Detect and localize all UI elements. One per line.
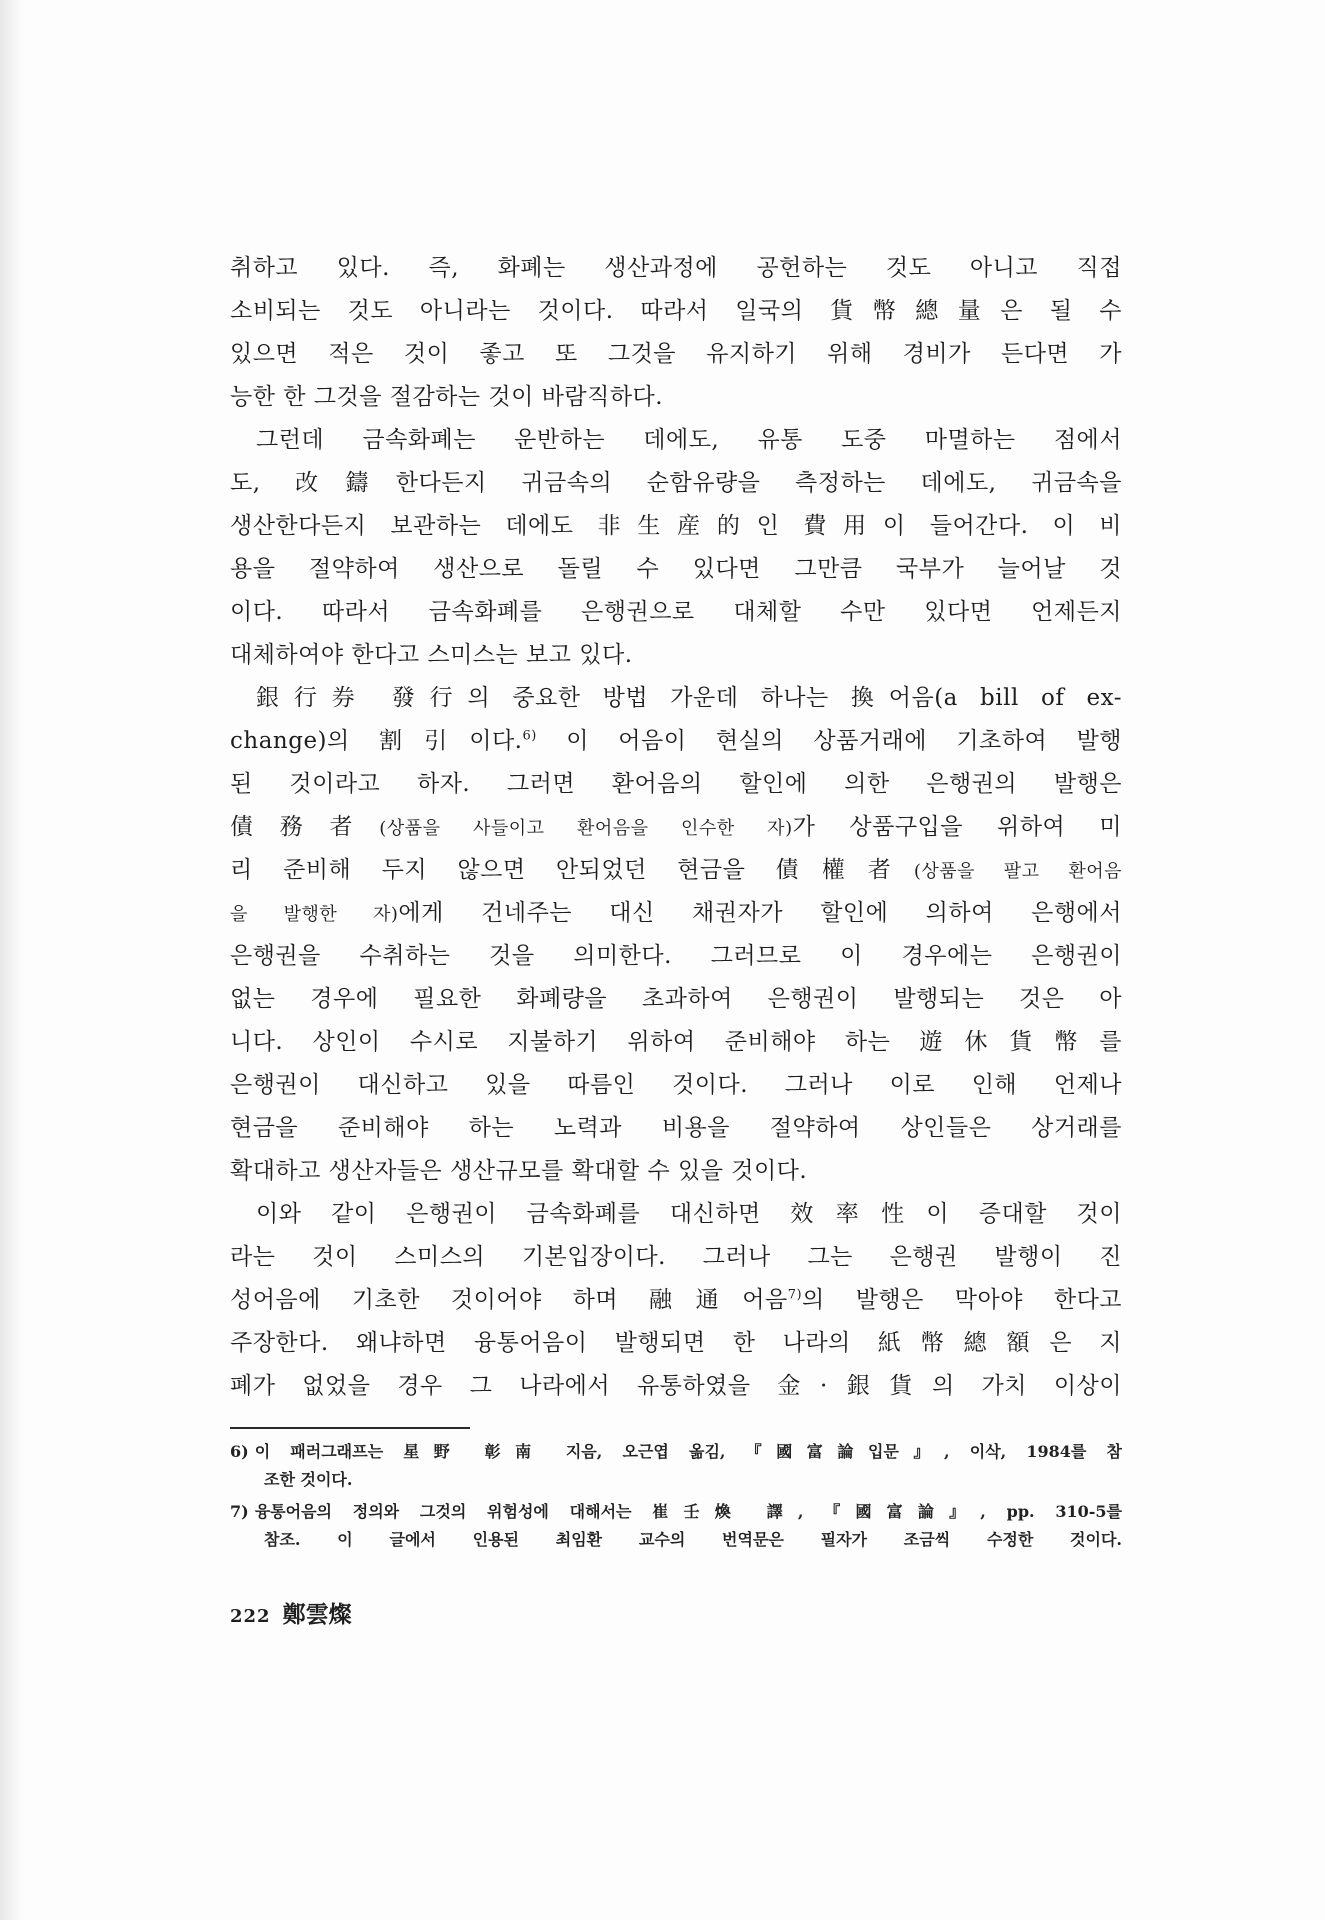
line-segment: change)의 割引이다. bbox=[230, 728, 523, 754]
body-line: 소비되는 것도 아니라는 것이다. 따라서 일국의 貨幣總量은 될 수 bbox=[230, 298, 1122, 324]
footnote-text: 융통어음의 정의와 그것의 위험성에 대해서는 崔壬煥 譯, 『國富論』, pp. 310-5를 bbox=[254, 1502, 1122, 1521]
body-line: 용을 절약하여 생산으로 돌릴 수 있다면 그만큼 국부가 늘어날 것 bbox=[230, 556, 1122, 582]
line-segment: 리 준비해 두지 않으면 안되었던 현금을 債權者 bbox=[230, 857, 914, 883]
footnote-line bbox=[230, 1498, 1122, 1526]
paragraph bbox=[230, 247, 1122, 419]
body-line: 현금을 준비해야 하는 노력과 비용을 절약하여 상인들은 상거래를 bbox=[230, 1115, 1122, 1141]
body-line bbox=[230, 849, 1122, 892]
body-line: 銀行券 發行의 중요한 방법 가운데 하나는 換어음(a bill of ex- bbox=[256, 685, 1122, 711]
body-line: 대체하여야 한다고 스미스는 보고 있다. bbox=[230, 642, 633, 668]
footnote-ref-6: 6) bbox=[522, 728, 537, 744]
line-segment: 이 어음이 현실의 상품거래에 기초하여 발행 bbox=[536, 728, 1122, 754]
footnotes bbox=[230, 1438, 1122, 1554]
line-segment: 가 상품구입을 위하여 미 bbox=[792, 814, 1122, 840]
body-line bbox=[230, 1279, 1122, 1322]
body-line: 은행권이 대신하고 있을 따름인 것이다. 그러나 이로 인해 언제나 bbox=[230, 1072, 1122, 1098]
body-line: 주장한다. 왜냐하면 융통어음이 발행되면 한 나라의 紙幣總額은 지 bbox=[230, 1330, 1122, 1356]
body-line: 없는 경우에 필요한 화폐량을 초과하여 은행권이 발행되는 것은 아 bbox=[230, 986, 1122, 1012]
footnote-ref-7: 7) bbox=[787, 1287, 803, 1303]
footnote-6 bbox=[230, 1438, 1122, 1494]
body-line: 폐가 없었을 경우 그 나라에서 유통하였을 金·銀貨의 가치 이상이 bbox=[230, 1373, 1122, 1399]
body-line: 이와 같이 은행권이 금속화폐를 대신하면 效率性이 증대할 것이 bbox=[256, 1201, 1122, 1227]
body-line: 은행권을 수취하는 것을 의미한다. 그러므로 이 경우에는 은행권이 bbox=[230, 943, 1122, 969]
body-text bbox=[230, 247, 1122, 1408]
parenthetical-note: (상품을 사들이고 환어음을 인수한 자) bbox=[379, 818, 793, 839]
page-footer bbox=[230, 1598, 352, 1632]
footnote-7 bbox=[230, 1498, 1122, 1554]
body-line: 이다. 따라서 금속화폐를 은행권으로 대체할 수만 있다면 언제든지 bbox=[230, 599, 1122, 625]
paragraph bbox=[230, 677, 1122, 1193]
body-line: 니다. 상인이 수시로 지불하기 위하여 준비해야 하는 遊休貨幣를 bbox=[230, 1029, 1122, 1055]
body-line: 그런데 금속화폐는 운반하는 데에도, 유통 도중 마멸하는 점에서 bbox=[256, 427, 1122, 453]
line-segment: 債務者 bbox=[230, 814, 380, 840]
body-line: 확대하고 생산자들은 생산규모를 확대할 수 있을 것이다. bbox=[230, 1158, 808, 1184]
footnote-line: 조한 것이다. bbox=[264, 1470, 353, 1489]
body-line: 된 것이라고 하자. 그러면 환어음의 할인에 의한 은행권의 발행은 bbox=[230, 771, 1122, 797]
line-segment: 에게 건네주는 대신 채권자가 할인에 의하여 은행에서 bbox=[398, 900, 1122, 926]
line-segment: 의 발행은 막아야 한다고 bbox=[802, 1287, 1122, 1313]
body-line: 취하고 있다. 즉, 화폐는 생산과정에 공헌하는 것도 아니고 직접 bbox=[230, 255, 1122, 281]
footnote-text: 이 패러그래프는 星野 彰南 지음, 오근엽 옮김, 『國富論입문』, 이삭, 1984를 참 bbox=[254, 1442, 1122, 1461]
parenthetical-note: 을 발행한 자) bbox=[230, 904, 399, 925]
line-segment: 성어음에 기초한 것이어야 하며 融通어음 bbox=[230, 1287, 788, 1313]
running-author: 鄭雲燦 bbox=[282, 1601, 352, 1628]
footnote-marker: 7) bbox=[230, 1502, 249, 1521]
footnote-marker: 6) bbox=[230, 1442, 249, 1461]
body-line: 라는 것이 스미스의 기본입장이다. 그러나 그는 은행권 발행이 진 bbox=[230, 1244, 1122, 1270]
paragraph bbox=[230, 419, 1122, 677]
body-line bbox=[230, 892, 1122, 935]
page-number: 222 bbox=[230, 1606, 271, 1627]
footnote-line: 참조. 이 글에서 인용된 최임환 교수의 번역문은 필자가 조금씩 수정한 것이다. bbox=[264, 1530, 1122, 1549]
body-line: 도, 改鑄한다든지 귀금속의 순함유량을 측정하는 데에도, 귀금속을 bbox=[230, 470, 1122, 496]
parenthetical-note: (상품을 팔고 환어음 bbox=[913, 861, 1122, 882]
footnote-line bbox=[230, 1438, 1122, 1466]
body-line bbox=[230, 806, 1122, 849]
body-line: 생산한다든지 보관하는 데에도 非生産的인 費用이 들어간다. 이 비 bbox=[230, 513, 1122, 539]
body-line: 있으면 적은 것이 좋고 또 그것을 유지하기 위해 경비가 든다면 가 bbox=[230, 341, 1122, 367]
body-line bbox=[230, 720, 1122, 763]
body-line: 능한 한 그것을 절감하는 것이 바람직하다. bbox=[230, 384, 664, 410]
paragraph bbox=[230, 1193, 1122, 1408]
footnote-separator-rule bbox=[230, 1427, 470, 1429]
scan-edge-shadow bbox=[0, 0, 22, 1920]
